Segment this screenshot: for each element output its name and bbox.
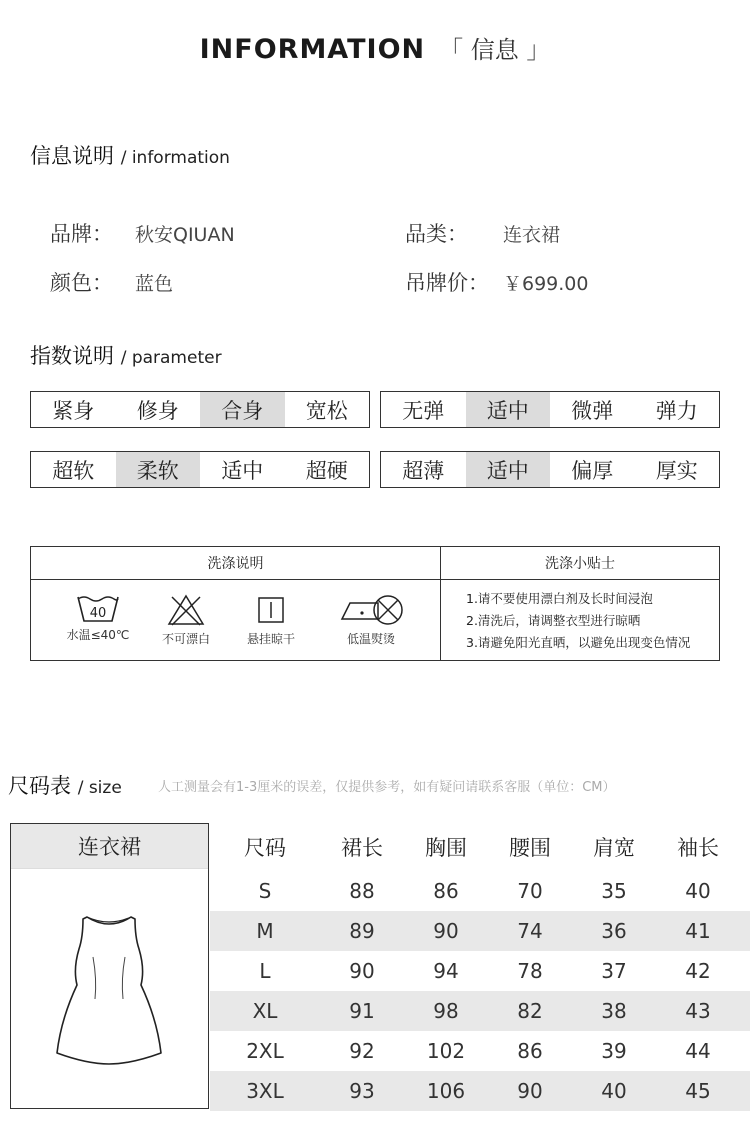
wash-40-icon — [76, 593, 120, 623]
fit-option: 紧身 — [52, 398, 95, 423]
softness-scale — [30, 451, 370, 488]
size-cell: 98 — [433, 999, 459, 1023]
elastic-option: 弹力 — [655, 398, 698, 423]
table-row — [210, 871, 750, 911]
low-iron-item — [329, 593, 413, 647]
size-cell: 82 — [517, 999, 543, 1023]
size-cell: 86 — [433, 879, 459, 903]
price-value: ￥699.00 — [503, 273, 589, 295]
softness-option: 超软 — [52, 458, 95, 483]
wash-tip: 3.请避免阳光直晒，以避免出现变色情况 — [466, 635, 691, 650]
thickness-option: 适中 — [466, 452, 551, 487]
wash-table — [30, 546, 720, 661]
elastic-scale — [380, 391, 720, 428]
size-subtitle: / size — [77, 778, 122, 798]
size-cell: 86 — [517, 1039, 543, 1063]
size-header-cell: 腰围 — [509, 836, 551, 860]
thickness-option: 偏厚 — [571, 458, 614, 483]
size-cell: 39 — [601, 1039, 627, 1063]
params-section-title — [30, 340, 222, 370]
info-title: 信息说明 — [30, 144, 114, 168]
brand-label: 品牌： — [50, 222, 113, 246]
fit-option: 宽松 — [305, 398, 348, 423]
thickness-option: 厚实 — [655, 458, 698, 483]
fit-option: 合身 — [200, 392, 285, 427]
size-cell: M — [256, 919, 274, 943]
hang-dry-label: 悬挂晾干 — [246, 632, 295, 646]
wash-tips-title: 洗涤小贴士 — [440, 547, 720, 580]
wash-tips-list — [440, 580, 720, 654]
wash-tip: 2.清洗后，请调整衣型进行晾晒 — [466, 613, 641, 628]
wash-tips — [440, 547, 720, 660]
color-value: 蓝色 — [135, 273, 174, 295]
size-cell: L — [259, 959, 271, 983]
size-cell: 93 — [349, 1079, 375, 1103]
size-cell: 3XL — [246, 1079, 284, 1103]
header-title-cn: 「 信息 」 — [439, 36, 551, 64]
info-subtitle: / information — [120, 148, 230, 168]
size-header-cell: 肩宽 — [593, 836, 635, 860]
size-header-cell: 裙长 — [341, 836, 383, 860]
size-cell: 102 — [426, 1039, 466, 1063]
size-cell: 92 — [349, 1039, 375, 1063]
size-cell: 45 — [685, 1079, 711, 1103]
page-header — [0, 30, 750, 65]
size-cell: 36 — [601, 919, 627, 943]
size-table — [210, 823, 750, 1111]
table-row — [210, 1031, 750, 1071]
params-title: 指数说明 — [30, 344, 114, 368]
info-section-title — [30, 140, 230, 170]
garment-name: 连衣裙 — [11, 824, 208, 869]
low-iron-label: 低温熨烫 — [346, 632, 395, 646]
size-cell: 89 — [349, 919, 375, 943]
size-section-title — [8, 770, 122, 800]
elastic-option: 无弹 — [402, 398, 445, 423]
elastic-option: 适中 — [466, 392, 551, 427]
no-bleach-item — [146, 593, 226, 647]
size-cell: 78 — [517, 959, 543, 983]
size-note: 人工测量会有1-3厘米的误差，仅提供参考，如有疑问请联系客服（单位：CM） — [158, 780, 616, 795]
size-cell: 35 — [601, 879, 627, 903]
hang-dry-item — [231, 593, 311, 647]
size-cell: 38 — [601, 999, 627, 1023]
params-subtitle: / parameter — [120, 348, 222, 368]
size-cell: 42 — [685, 959, 711, 983]
size-cell: 90 — [349, 959, 375, 983]
wash-title: 洗涤说明 — [31, 547, 440, 580]
fit-scale — [30, 391, 370, 428]
dress-illustration — [11, 869, 208, 1109]
size-cell: 90 — [433, 919, 459, 943]
garment-panel — [10, 823, 209, 1109]
size-cell: 40 — [601, 1079, 627, 1103]
softness-option: 适中 — [221, 458, 264, 483]
hang-dry-icon — [256, 593, 286, 627]
size-table-header — [210, 823, 750, 871]
table-row — [210, 951, 750, 991]
size-cell: 37 — [601, 959, 627, 983]
softness-option: 柔软 — [116, 452, 201, 487]
wash-tip: 1.请不要使用漂白剂及长时间浸泡 — [466, 591, 653, 606]
wash-40-label: 水温≤40℃ — [66, 628, 130, 642]
no-bleach-icon — [166, 593, 206, 627]
no-bleach-label: 不可漂白 — [161, 632, 210, 646]
size-cell: 2XL — [246, 1039, 284, 1063]
table-row — [210, 991, 750, 1031]
size-header-cell: 胸围 — [425, 836, 467, 860]
elastic-option: 微弹 — [571, 398, 614, 423]
brand-value: 秋安QIUAN — [135, 224, 235, 246]
price-label: 吊牌价： — [405, 271, 489, 295]
size-title: 尺码表 — [8, 774, 71, 798]
size-cell: 88 — [349, 879, 375, 903]
table-row — [210, 1071, 750, 1111]
size-cell: 41 — [685, 919, 711, 943]
wash-temp-text: 40 — [89, 606, 107, 621]
size-cell: XL — [252, 999, 278, 1023]
category-value: 连衣裙 — [503, 224, 561, 246]
thickness-option: 超薄 — [402, 458, 445, 483]
size-cell: 91 — [349, 999, 375, 1023]
table-row — [210, 911, 750, 951]
fit-option: 修身 — [136, 398, 179, 423]
wash-instructions — [31, 547, 441, 660]
header-title-en: INFORMATION — [199, 34, 426, 65]
thickness-scale — [380, 451, 720, 488]
softness-option: 超硬 — [305, 458, 348, 483]
color-label: 颜色： — [50, 271, 113, 295]
wash-40-item — [53, 593, 143, 643]
size-header-cell: 尺码 — [244, 836, 286, 860]
size-cell: 70 — [517, 879, 543, 903]
category-label: 品类： — [405, 222, 468, 246]
size-header-cell: 袖长 — [677, 836, 719, 860]
size-cell: 90 — [517, 1079, 543, 1103]
size-cell: 40 — [685, 879, 711, 903]
size-cell: S — [258, 879, 272, 903]
size-cell: 74 — [517, 919, 543, 943]
size-cell: 43 — [685, 999, 711, 1023]
low-iron-icon — [336, 593, 406, 627]
size-cell: 106 — [426, 1079, 466, 1103]
size-cell: 44 — [685, 1039, 711, 1063]
size-cell: 94 — [433, 959, 459, 983]
